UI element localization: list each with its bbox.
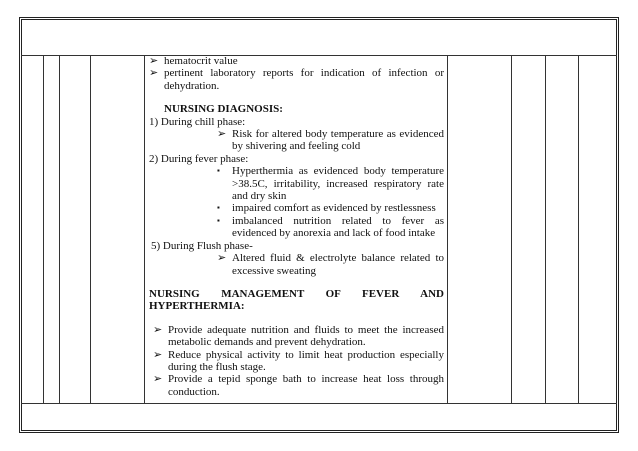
table-bottom-border [21, 403, 617, 404]
list-item: ➢ Reduce physical activity to limit heat production especially during the flush stage. [153, 348, 444, 373]
list-item: ▪ Hyperthermia as evidenced body temperature >38.5C, irritability, increased respiratory rate and dry skin [217, 165, 444, 203]
section-heading: HYPERTHERMIA: [149, 300, 245, 313]
phase-label: 5) During Flush phase- [151, 239, 253, 252]
arrow-bullet-icon: ➢ [153, 348, 163, 361]
arrow-bullet-icon: ➢ [217, 252, 227, 265]
list-item: ➢ Risk for altered body temperature as evidenced by shivering and feeling cold [217, 128, 444, 153]
arrow-bullet-icon: ➢ [153, 373, 163, 386]
list-item: ▪ impaired comfort as evidenced by restlessness [217, 202, 436, 215]
column-divider [43, 55, 44, 403]
table-cell-content [149, 55, 444, 398]
section-heading: NURSING DIAGNOSIS: [164, 103, 283, 116]
square-bullet-icon: ▪ [217, 203, 220, 213]
arrow-bullet-icon: ➢ [149, 55, 159, 67]
phase-label: 2) During fever phase: [149, 152, 249, 165]
square-bullet-icon: ▪ [217, 215, 220, 225]
section-heading: NURSING MANAGEMENT OF FEVER AND [149, 287, 444, 300]
list-item: ➢ pertinent laboratory reports for indication of infection or dehydration. [149, 67, 444, 92]
arrow-bullet-icon: ➢ [153, 323, 163, 336]
list-item: ➢ hematocrit value [149, 55, 238, 67]
column-divider [545, 55, 546, 403]
column-divider [447, 55, 448, 403]
column-divider [144, 55, 145, 403]
list-item: ➢ Altered fluid & electrolyte balance related to excessive sweating [217, 252, 444, 277]
column-divider [59, 55, 60, 403]
column-divider [511, 55, 512, 403]
column-divider [90, 55, 91, 403]
list-item: ➢ Provide a tepid sponge bath to increase heat loss through conduction. [153, 373, 444, 398]
square-bullet-icon: ▪ [217, 166, 220, 176]
arrow-bullet-icon: ➢ [149, 67, 159, 80]
arrow-bullet-icon: ➢ [217, 128, 227, 141]
list-item: ➢ Provide adequate nutrition and fluids to meet the increased metabolic demands and prevent dehydration. [153, 323, 444, 349]
column-divider [578, 55, 579, 403]
list-item: ▪ imbalanced nutrition related to fever as evidenced by anorexia and lack of food intake [217, 214, 444, 240]
phase-label: 1) During chill phase: [149, 115, 246, 128]
